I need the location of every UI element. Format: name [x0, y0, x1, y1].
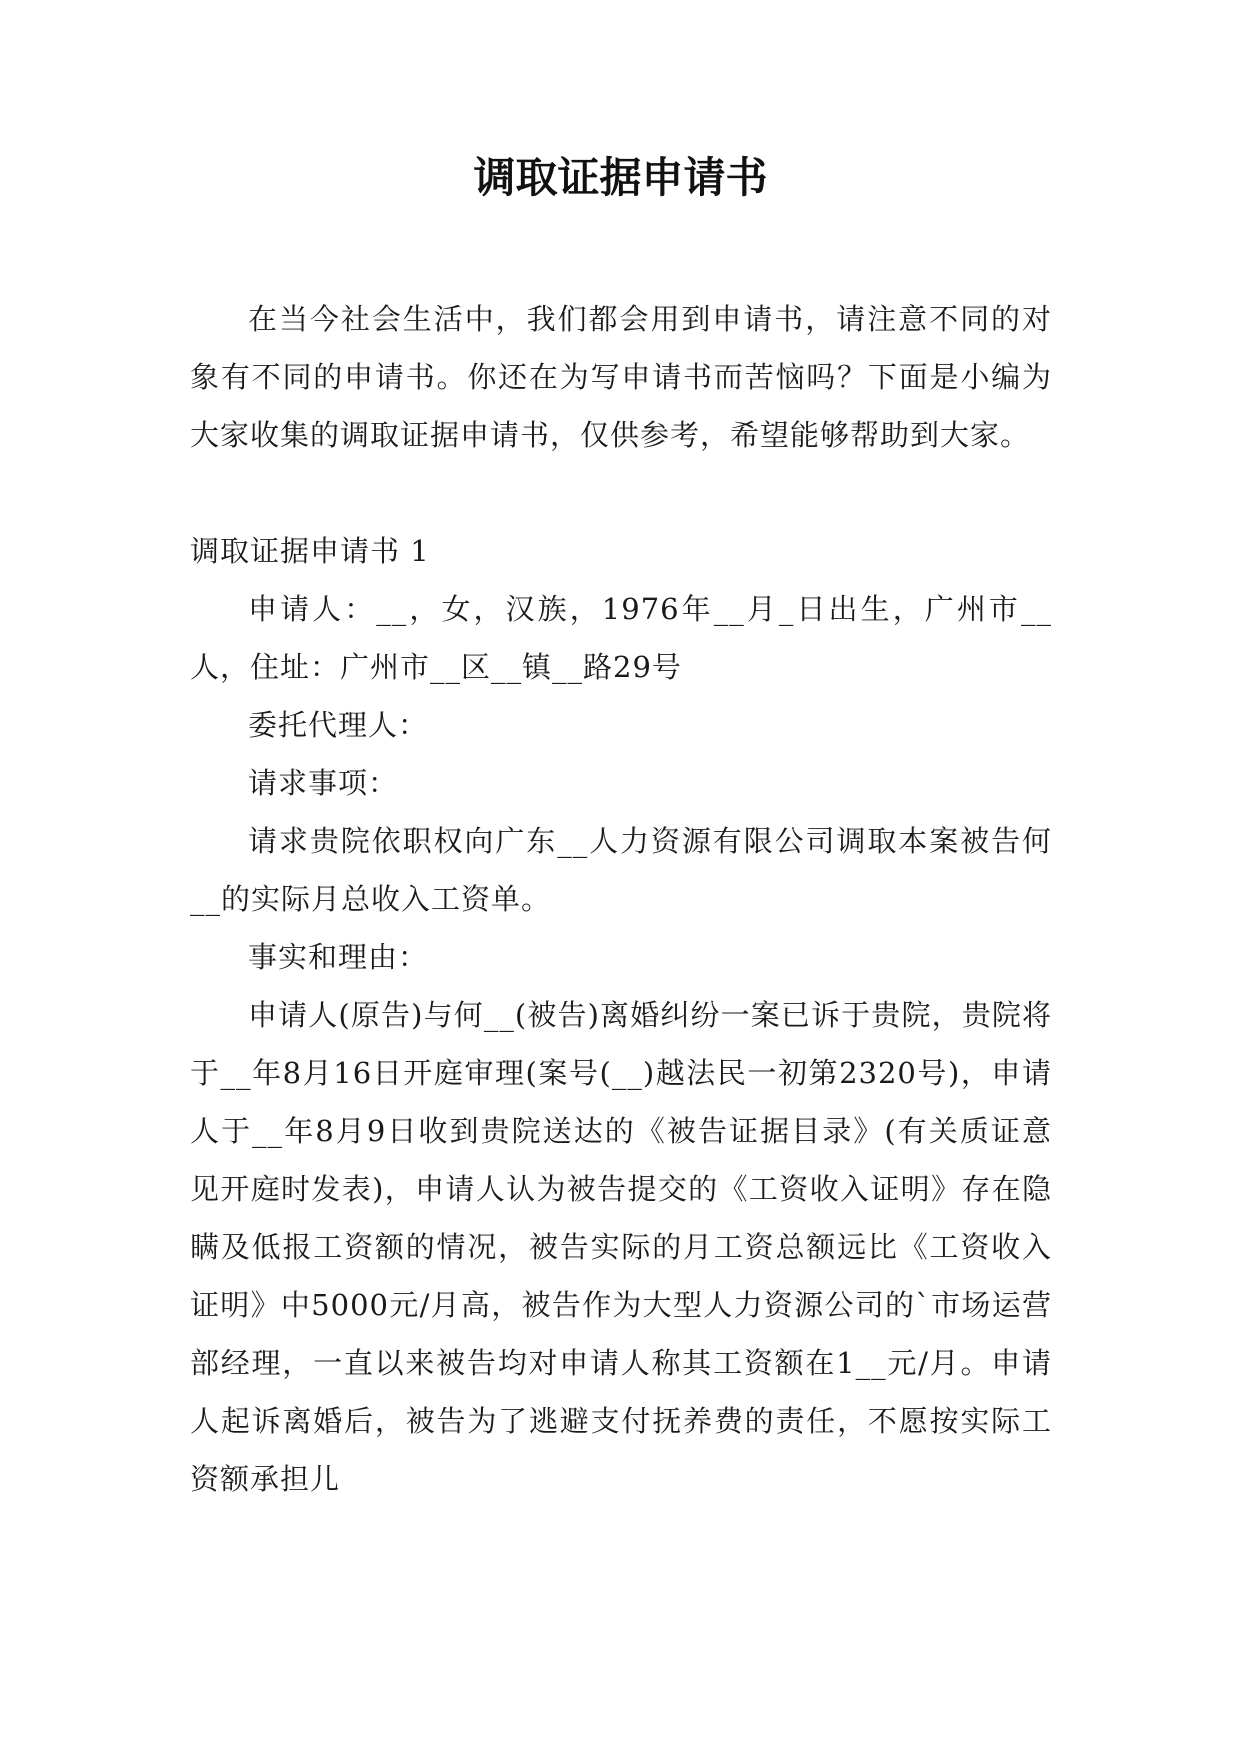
request-heading: 请求事项：	[248, 766, 399, 800]
facts-heading: 事实和理由：	[248, 940, 429, 974]
document-title: 调取证据申请书	[473, 153, 768, 202]
section-heading: 调取证据申请书 1	[190, 534, 430, 568]
applicant-paragraph: 申请人：__，女，汉族，1976年__月_日出生，广州市__人，住址：广州市__区__镇__路29号	[190, 592, 1052, 684]
document-body	[190, 290, 1052, 1508]
agent-paragraph: 委托代理人：	[248, 708, 429, 742]
intro-paragraph: 在当今社会生活中，我们都会用到申请书，请注意不同的对象有不同的申请书。你还在为写申请书而苦恼吗？下面是小编为大家收集的调取证据申请书，仅供参考，希望能够帮助到大家。	[190, 302, 1052, 452]
request-paragraph: 请求贵院依职权向广东__人力资源有限公司调取本案被告何__的实际月总收入工资单。	[190, 824, 1052, 916]
paragraph-spacer	[190, 464, 1052, 522]
facts-paragraph: 申请人(原告)与何__(被告)离婚纠纷一案已诉于贵院，贵院将于__年8月16日开庭审理(案号(__)越法民一初第2320号)，申请人于__年8月9日收到贵院送达的《被告证据目录》(有关质证意见开庭时发表)，申请人认为被告提交的《工资收入证明》存在隐瞒及低报工资额的情况，被告实际的月工资总额远比《工资收入证明》中5000元/月高，被告作为大型人力资源公司的`市场运营部经理，一直以来被告均对申请人称其工资额在1__元/月。申请人起诉离婚后，被告为了逃避支付抚养费的责任，不愿按实际工资额承担儿	[190, 998, 1052, 1496]
